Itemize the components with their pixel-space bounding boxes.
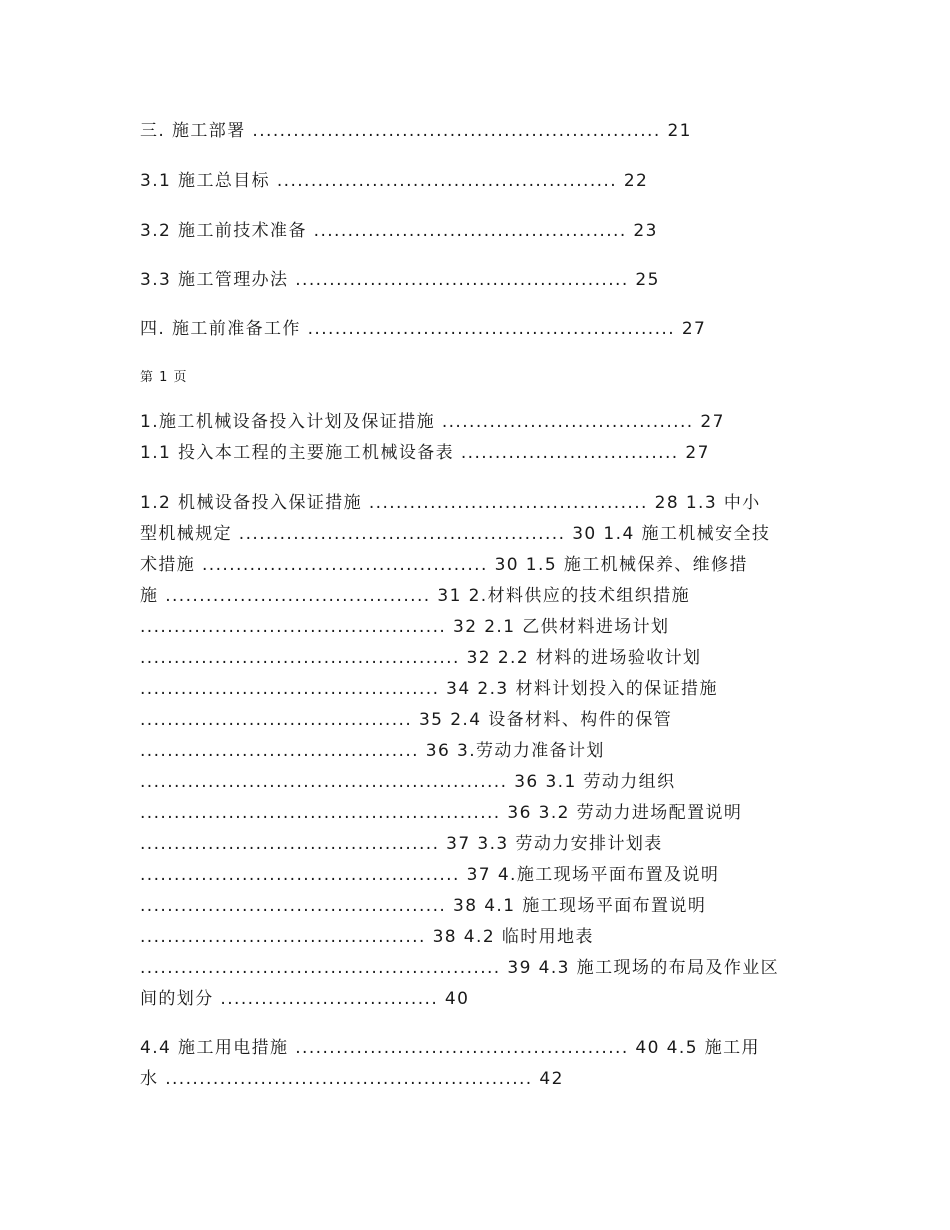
- toc-block-line: ........................................ 35 2.4 设备材料、构件的保管: [140, 710, 673, 730]
- toc-block-line: .......................................... 38 4.2 临时用地表: [140, 927, 594, 947]
- toc-block-line: 施 ....................................... 31 2.材料供应的技术组织措施: [140, 586, 691, 606]
- toc-entry-3-3: 3.3 施工管理办法 ................................................. 25: [140, 270, 660, 290]
- toc-block-line: ............................................ 34 2.3 材料计划投入的保证措施: [140, 679, 718, 699]
- toc-block-line: ..................................................... 39 4.3 施工现场的布局及作业区: [140, 958, 780, 978]
- toc-bottom-paragraph: [140, 1033, 815, 1095]
- toc-block-line: ............................................... 32 2.2 材料的进场验收计划: [140, 648, 702, 668]
- toc-block-line: 水 ...................................................... 42: [140, 1069, 564, 1089]
- toc-block-line: ............................................. 38 4.1 施工现场平面布置说明: [140, 896, 707, 916]
- toc-block-line: ..................................................... 36 3.2 劳动力进场配置说明: [140, 803, 743, 823]
- toc-entry-section-4: 四. 施工前准备工作 ...................................................... 27: [140, 319, 707, 339]
- page-number-label: 第 1 页: [140, 370, 188, 385]
- toc-entry-section-3: 三. 施工部署 ............................................................ 21: [140, 121, 692, 141]
- toc-block-line: 1.2 机械设备投入保证措施 ......................................... 28 1.3 中小: [140, 493, 761, 513]
- toc-block-line: 型机械规定 ................................................ 30 1.4 施工机械安全技: [140, 524, 771, 544]
- toc-block-line: ............................................ 37 3.3 劳动力安排计划表: [140, 834, 663, 854]
- toc-block-paragraph: [140, 488, 815, 1015]
- toc-block-line: 术措施 .......................................... 30 1.5 施工机械保养、维修措: [140, 555, 748, 575]
- toc-block-line: ............................................... 37 4.施工现场平面布置及说明: [140, 865, 720, 885]
- toc-block-line: 4.4 施工用电措施 ................................................. 40 4.5 施工用: [140, 1038, 760, 1058]
- toc-block-line: ............................................. 32 2.1 乙供材料进场计划: [140, 617, 670, 637]
- toc-entry-1: 1.施工机械设备投入计划及保证措施 ..................................... 27: [140, 412, 725, 432]
- toc-block-line: ......................................... 36 3.劳动力准备计划: [140, 741, 605, 761]
- toc-entry-1-1: 1.1 投入本工程的主要施工机械设备表 ................................ 27: [140, 443, 710, 463]
- toc-entry-3-2: 3.2 施工前技术准备 .............................................. 23: [140, 221, 658, 241]
- toc-block-line: ...................................................... 36 3.1 劳动力组织: [140, 772, 676, 792]
- toc-entry-3-1: 3.1 施工总目标 .................................................. 22: [140, 171, 649, 191]
- toc-block-line: 间的划分 ................................ 40: [140, 989, 470, 1009]
